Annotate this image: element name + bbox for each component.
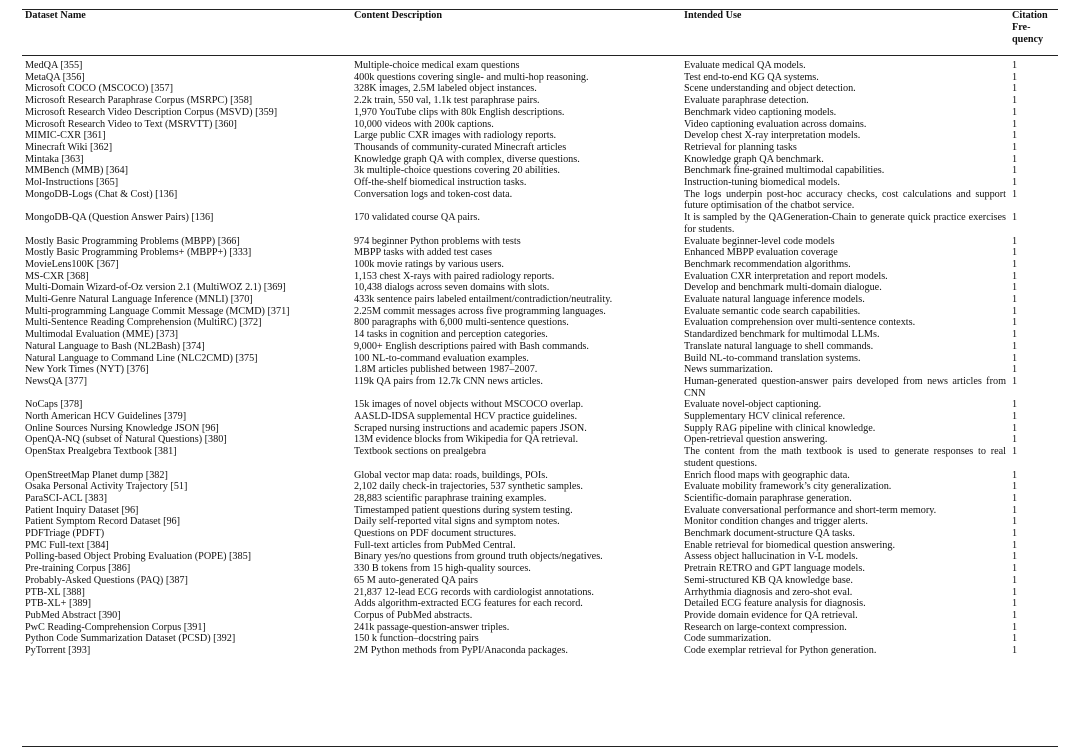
citation-frequency-cell: 1 <box>1012 130 1018 142</box>
intended-use-cell: Test end-to-end KG QA systems. <box>684 71 819 83</box>
intended-use-cell: Assess object hallucination in V-L models. <box>684 551 858 563</box>
intended-use-cell: Build NL-to-command translation systems. <box>684 352 861 364</box>
intended-use-cell: Evaluate novel-object captioning. <box>684 399 822 411</box>
citation-frequency-cell: 1 <box>1012 399 1018 411</box>
intended-use-cell: Develop chest X-ray interpretation models. <box>684 130 861 142</box>
intended-use-cell: Open-retrieval question answering. <box>684 434 828 446</box>
intended-use-cell: Enable retrieval for biomedical question answering. <box>684 539 896 551</box>
citation-frequency-cell: 1 <box>1012 212 1018 224</box>
content-description-cell: 14 tasks in cognition and perception categories. <box>354 329 548 341</box>
citation-frequency-cell: 1 <box>1012 375 1018 387</box>
content-description-cell: Multiple-choice medical exam questions <box>354 60 520 71</box>
content-description-cell: 800 paragraphs with 6,000 multi-sentence questions. <box>354 317 569 329</box>
content-description-cell: 119k QA pairs from 12.7k CNN news articles. <box>354 375 543 387</box>
dataset-name-cell: PTB-XL [388] <box>25 586 85 598</box>
dataset-name-cell: Multimodal Evaluation (MME) [373] <box>25 329 179 341</box>
dataset-name-cell: OpenStax Prealgebra Textbook [381] <box>25 446 177 458</box>
citation-frequency-cell: 1 <box>1012 305 1018 317</box>
citation-frequency-cell: 1 <box>1012 609 1018 621</box>
content-description-cell: 100 NL-to-command evaluation examples. <box>354 352 529 364</box>
dataset-name-cell: Mostly Basic Programming Problems+ (MBPP+) [333] <box>25 247 252 259</box>
intended-use-cell: Standardized benchmark for multimodal LLMs. <box>684 329 880 341</box>
citation-frequency-cell: 1 <box>1012 153 1018 165</box>
intended-use-cell: Scientific-domain paraphrase generation. <box>684 492 852 504</box>
dataset-name-cell: Natural Language to Command Line (NLC2CMD) [375] <box>25 352 258 364</box>
content-description-cell: Daily self-reported vital signs and symptom notes. <box>354 516 560 528</box>
content-description-cell: 974 beginner Python problems with tests <box>354 235 521 247</box>
content-description-cell: MBPP tasks with added test cases <box>354 247 492 259</box>
dataset-name-cell: Multi-Sentence Reading Comprehension (MultiRC) [372] <box>25 317 262 329</box>
intended-use-cell: Benchmark recommendation algorithms. <box>684 258 851 270</box>
dataset-name-cell: ParaSCI-ACL [383] <box>25 492 107 504</box>
citation-frequency-cell: 1 <box>1012 481 1018 493</box>
content-description-cell: 21,837 12-lead ECG records with cardiologist annotations. <box>354 586 594 598</box>
intended-use-cell: Evaluate paraphrase detection. <box>684 95 809 107</box>
citation-frequency-cell: 1 <box>1012 411 1018 422</box>
intended-use-cell: Detailed ECG feature analysis for diagnosis. <box>684 598 866 610</box>
dataset-name-cell: Microsoft Research Video to Text (MSRVTT) [360] <box>25 118 237 130</box>
intended-use-cell: Evaluate mobility framework’s city generalization. <box>684 481 892 493</box>
citation-frequency-cell: 1 <box>1012 598 1018 610</box>
intended-use-cell: Evaluate beginner-level code models <box>684 235 835 247</box>
intended-use-cell: Knowledge graph QA benchmark. <box>684 153 824 165</box>
citation-frequency-cell: 1 <box>1012 141 1018 153</box>
citation-frequency-cell: 1 <box>1012 165 1018 177</box>
citation-frequency-cell: 1 <box>1012 247 1018 259</box>
content-description-cell: 28,883 scientific paraphrase training examples. <box>354 492 547 504</box>
citation-frequency-cell: 1 <box>1012 95 1018 107</box>
citation-frequency-cell: 1 <box>1012 539 1018 551</box>
dataset-name-cell: Microsoft COCO (MSCOCO) [357] <box>25 83 174 95</box>
intended-use-cell: Evaluate semantic code search capabilities. <box>684 305 861 317</box>
content-description-cell: Full-text articles from PubMed Central. <box>354 539 516 551</box>
content-description-cell: 1,153 chest X-rays with paired radiology reports. <box>354 270 555 282</box>
intended-use-cell: Semi-structured KB QA knowledge base. <box>684 574 853 586</box>
intended-use-cell: Provide domain evidence for QA retrieval. <box>684 609 858 621</box>
content-description-cell: AASLD-IDSA supplemental HCV practice guidelines. <box>354 411 578 422</box>
citation-frequency-cell: 1 <box>1012 551 1018 563</box>
dataset-name-cell: NewsQA [377] <box>25 375 87 387</box>
content-description-cell: 241k passage-question-answer triples. <box>354 621 510 633</box>
intended-use-cell: Code exemplar retrieval for Python generation. <box>684 645 877 656</box>
dataset-name-cell: New York Times (NYT) [376] <box>25 364 149 376</box>
content-description-cell: Binary yes/no questions from ground truth objects/negatives. <box>354 551 603 563</box>
dataset-name-cell: MS-CXR [368] <box>25 270 89 282</box>
intended-use-cell: Evaluate medical QA models. <box>684 60 806 71</box>
content-description-cell: 150 k function–docstring pairs <box>354 633 479 645</box>
intended-use-cell: Video captioning evaluation across domains. <box>684 118 867 130</box>
dataset-name-cell: Python Code Summarization Dataset (PCSD) [392] <box>25 633 236 645</box>
citation-frequency-cell: 1 <box>1012 258 1018 270</box>
intended-use-cell: Enhanced MBPP evaluation coverage <box>684 247 838 259</box>
citation-frequency-cell: 1 <box>1012 434 1018 446</box>
citation-frequency-cell: 1 <box>1012 645 1018 656</box>
citation-frequency-cell: 1 <box>1012 60 1018 71</box>
intended-use-cell: Monitor condition changes and trigger alerts. <box>684 516 868 528</box>
dataset-name-cell: Mostly Basic Programming Problems (MBPP) [366] <box>25 235 240 247</box>
dataset-name-cell: Microsoft Research Video Description Corpus (MSVD) [359] <box>25 106 278 118</box>
content-description-cell: 433k sentence pairs labeled entailment/contradiction/neutrality. <box>354 294 613 305</box>
citation-frequency-cell: 1 <box>1012 528 1018 539</box>
intended-use-cell: Retrieval for planning tasks <box>684 141 797 153</box>
dataset-name-cell: MongoDB-QA (Question Answer Pairs) [136] <box>25 212 214 224</box>
dataset-name-cell: PTB-XL+ [389] <box>25 598 92 610</box>
dataset-name-cell: MMBench (MMB) [364] <box>25 165 128 177</box>
citation-frequency-cell: 1 <box>1012 422 1018 434</box>
dataset-name-cell: Online Sources Nursing Knowledge JSON [96] <box>25 422 219 434</box>
citation-frequency-cell: 1 <box>1012 340 1018 352</box>
citation-frequency-cell: 1 <box>1012 492 1018 504</box>
content-description-cell: 1.8M articles published between 1987–2007. <box>354 364 538 376</box>
citation-frequency-cell: 1 <box>1012 294 1018 305</box>
content-description-cell: 330 B tokens from 15 high-quality sources. <box>354 563 531 575</box>
header-intended-use: Intended Use <box>684 10 742 21</box>
content-description-cell: 3k multiple-choice questions covering 20 abilities. <box>354 165 560 177</box>
intended-use-cell: Benchmark fine-grained multimodal capabilities. <box>684 165 885 177</box>
content-description-cell: 100k movie ratings by various users. <box>354 258 504 270</box>
header-content-description: Content Description <box>354 10 443 21</box>
dataset-name-cell: OpenStreetMap Planet dump [382] <box>25 469 168 481</box>
citation-frequency-cell: 1 <box>1012 329 1018 341</box>
content-description-cell: 328K images, 2.5M labeled object instances. <box>354 83 537 95</box>
dataset-name-cell: Patient Symptom Record Dataset [96] <box>25 516 181 528</box>
intended-use-cell: Develop and benchmark multi-domain dialogue. <box>684 282 882 294</box>
content-description-cell: Questions on PDF document structures. <box>354 528 517 539</box>
dataset-name-cell: NoCaps [378] <box>25 399 83 411</box>
intended-use-cell: Enrich flood maps with geographic data. <box>684 469 850 481</box>
citation-frequency-cell: 1 <box>1012 188 1018 200</box>
dataset-name-cell: MetaQA [356] <box>25 71 85 83</box>
intended-use-cell: The logs underpin post-hoc accuracy checks, cost calculations and support future optimisation of the chatbot service. <box>684 188 1006 212</box>
content-description-cell: 65 M auto-generated QA pairs <box>354 574 478 586</box>
dataset-name-cell: Natural Language to Bash (NL2Bash) [374] <box>25 340 205 352</box>
intended-use-cell: Supply RAG pipeline with clinical knowledge. <box>684 422 876 434</box>
citation-frequency-cell: 1 <box>1012 446 1018 458</box>
content-description-cell: Textbook sections on prealgebra <box>354 446 486 458</box>
table-header-rule <box>22 55 1058 56</box>
citation-frequency-cell: 1 <box>1012 633 1018 645</box>
content-description-cell: Corpus of PubMed abstracts. <box>354 609 473 621</box>
intended-use-cell: Evaluation comprehension over multi-sentence contexts. <box>684 317 916 329</box>
citation-frequency-cell: 1 <box>1012 586 1018 598</box>
dataset-name-cell: PyTorrent [393] <box>25 645 91 656</box>
header-dataset-name: Dataset Name <box>25 10 86 21</box>
content-description-cell: 400k questions covering single- and multi-hop reasoning. <box>354 71 589 83</box>
content-description-cell: Thousands of community-curated Minecraft articles <box>354 141 567 153</box>
citation-frequency-cell: 1 <box>1012 352 1018 364</box>
dataset-name-cell: North American HCV Guidelines [379] <box>25 411 187 422</box>
intended-use-cell: Human-generated question-answer pairs developed from news articles from CNN <box>684 375 1006 399</box>
table-top-rule <box>22 9 1058 10</box>
intended-use-cell: Scene understanding and object detection. <box>684 83 856 95</box>
citation-frequency-cell: 1 <box>1012 516 1018 528</box>
citation-frequency-cell: 1 <box>1012 71 1018 83</box>
intended-use-cell: Supplementary HCV clinical reference. <box>684 411 846 422</box>
content-description-cell: Global vector map data: roads, buildings, POIs. <box>354 469 548 481</box>
intended-use-cell: Arrhythmia diagnosis and zero-shot eval. <box>684 586 853 598</box>
content-description-cell: Knowledge graph QA with complex, diverse questions. <box>354 153 580 165</box>
content-description-cell: 10,000 videos with 200k captions. <box>354 118 494 130</box>
citation-frequency-cell: 1 <box>1012 469 1018 481</box>
content-description-cell: 15k images of novel objects without MSCOCO overlap. <box>354 399 584 411</box>
content-description-cell: Scraped nursing instructions and academic papers JSON. <box>354 422 587 434</box>
content-description-cell: 170 validated course QA pairs. <box>354 212 480 224</box>
citation-frequency-cell: 1 <box>1012 504 1018 516</box>
content-description-cell: 1,970 YouTube clips with 80k English descriptions. <box>354 106 565 118</box>
dataset-name-cell: PwC Reading-Comprehension Corpus [391] <box>25 621 206 633</box>
dataset-name-cell: MongoDB-Logs (Chat & Cost) [136] <box>25 188 178 200</box>
citation-frequency-cell: 1 <box>1012 574 1018 586</box>
dataset-name-cell: Mol-Instructions [365] <box>25 177 119 188</box>
dataset-name-cell: Osaka Personal Activity Trajectory [51] <box>25 481 188 493</box>
dataset-name-cell: Multi-programming Language Commit Message (MCMD) [371] <box>25 305 290 317</box>
dataset-name-cell: Polling-based Object Probing Evaluation (POPE) [385] <box>25 551 252 563</box>
dataset-name-cell: PubMed Abstract [390] <box>25 609 121 621</box>
dataset-name-cell: Microsoft Research Paraphrase Corpus (MSRPC) [358] <box>25 95 253 107</box>
citation-frequency-cell: 1 <box>1012 282 1018 294</box>
intended-use-cell: Code summarization. <box>684 633 772 645</box>
intended-use-cell: It is sampled by the QAGeneration-Chain to generate quick practice exercises for students. <box>684 212 1006 235</box>
intended-use-cell: Evaluation CXR interpretation and report models. <box>684 270 888 282</box>
content-description-cell: 13M evidence blocks from Wikipedia for QA retrieval. <box>354 434 579 446</box>
content-description-cell: 2,102 daily check-in trajectories, 537 synthetic samples. <box>354 481 583 493</box>
dataset-name-cell: MedQA [355] <box>25 60 83 71</box>
intended-use-cell: Research on large-context compression. <box>684 621 847 633</box>
intended-use-cell: Benchmark document-structure QA tasks. <box>684 528 855 539</box>
content-description-cell: Conversation logs and token-cost data. <box>354 188 513 200</box>
table-bottom-rule <box>22 746 1058 747</box>
dataset-name-cell: Minecraft Wiki [362] <box>25 141 113 153</box>
content-description-cell: Large public CXR images with radiology reports. <box>354 130 557 142</box>
dataset-name-cell: MIMIC-CXR [361] <box>25 130 106 142</box>
intended-use-cell: Pretrain RETRO and GPT language models. <box>684 563 865 575</box>
intended-use-cell: Evaluate natural language inference models. <box>684 294 865 305</box>
content-description-cell: Off-the-shelf biomedical instruction tasks. <box>354 177 527 188</box>
dataset-name-cell: Multi-Genre Natural Language Inference (MNLI) [370] <box>25 294 253 305</box>
dataset-name-cell: Pre-training Corpus [386] <box>25 563 131 575</box>
content-description-cell: 10,438 dialogs across seven domains with slots. <box>354 282 550 294</box>
citation-frequency-cell: 1 <box>1012 106 1018 118</box>
intended-use-cell: Translate natural language to shell commands. <box>684 340 874 352</box>
dataset-name-cell: PMC Full-text [384] <box>25 539 109 551</box>
dataset-name-cell: Patient Inquiry Dataset [96] <box>25 504 139 516</box>
header-citation-frequency: Citation Fre-quency <box>1012 10 1048 45</box>
intended-use-cell: Evaluate conversational performance and short-term memory. <box>684 504 937 516</box>
intended-use-cell: News summarization. <box>684 364 773 376</box>
content-description-cell: Adds algorithm-extracted ECG features for each record. <box>354 598 583 610</box>
citation-frequency-cell: 1 <box>1012 364 1018 376</box>
intended-use-cell: The content from the math textbook is used to generate responses to real student questions. <box>684 446 1006 469</box>
dataset-name-cell: PDFTriage (PDFT) <box>25 528 105 539</box>
content-description-cell: 2M Python methods from PyPI/Anaconda packages. <box>354 645 568 656</box>
content-description-cell: Timestamped patient questions during system testing. <box>354 504 573 516</box>
dataset-name-cell: OpenQA-NQ (subset of Natural Questions) [380] <box>25 434 227 446</box>
citation-frequency-cell: 1 <box>1012 317 1018 329</box>
citation-frequency-cell: 1 <box>1012 83 1018 95</box>
dataset-name-cell: Mintaka [363] <box>25 153 84 165</box>
citation-frequency-cell: 1 <box>1012 235 1018 247</box>
dataset-name-cell: Multi-Domain Wizard-of-Oz version 2.1 (MultiWOZ 2.1) [369] <box>25 282 286 294</box>
dataset-name-cell: Probably-Asked Questions (PAQ) [387] <box>25 574 188 586</box>
citation-frequency-cell: 1 <box>1012 177 1018 188</box>
content-description-cell: 9,000+ English descriptions paired with Bash commands. <box>354 340 589 352</box>
intended-use-cell: Benchmark video captioning models. <box>684 106 837 118</box>
citation-frequency-cell: 1 <box>1012 270 1018 282</box>
dataset-name-cell: MovieLens100K [367] <box>25 258 119 270</box>
citation-frequency-cell: 1 <box>1012 563 1018 575</box>
intended-use-cell: Instruction-tuning biomedical models. <box>684 177 840 188</box>
citation-frequency-cell: 1 <box>1012 621 1018 633</box>
content-description-cell: 2.2k train, 550 val, 1.1k test paraphrase pairs. <box>354 95 540 107</box>
content-description-cell: 2.25M commit messages across five programming languages. <box>354 305 606 317</box>
citation-frequency-cell: 1 <box>1012 118 1018 130</box>
